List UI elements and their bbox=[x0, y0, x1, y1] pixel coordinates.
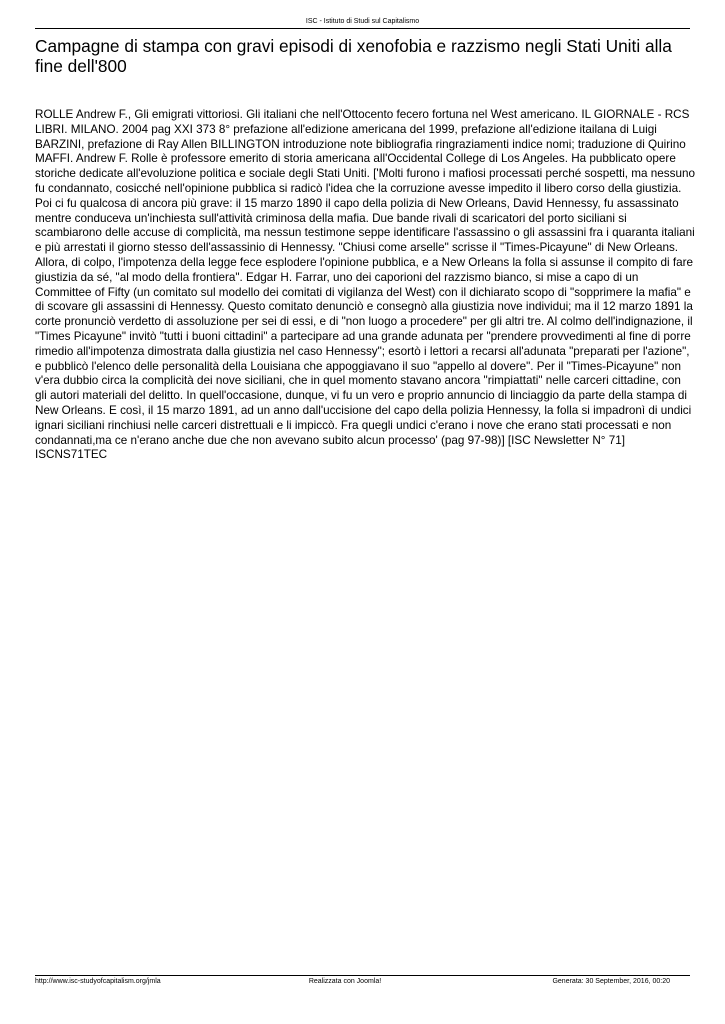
header-divider bbox=[35, 28, 690, 29]
site-name: ISC - Istituto di Studi sul Capitalismo bbox=[305, 18, 420, 25]
footer-divider bbox=[35, 975, 690, 976]
article-body: ROLLE Andrew F., Gli emigrati vittoriosi. Gli italiani che nell'Ottocento fecero fortuna nel West americano. IL GIORNALE - RCS LIBRI. MILANO. 2004 pag XXI 373 8° prefazione all'edizione americana del 1999, prefazione all'edizione itailana di Luigi BARZINI, prefazione di Ray Allen BILLINGTON introduzione note bibliografia ringraziamenti indice nomi; traduzione di Quirino MAFFI. Andrew F. Rolle è professore emerito di storia americana all'Occidental College di Los Angeles. Ha pubblicato opere storiche dedicate all'evoluzione politica e sociale degli Stati Uniti. ['Molti furono i mafiosi processati perché sospetti, ma nessuno fu condannato, cosicché nell'opinione pubblica si radicò l'idea che la corruzione avesse impedito il libero corso della giustizia. Poi ci fu qualcosa di ancora più grave: il 15 marzo 1890 il capo della polizia di New Orleans, David Hennessy, fu assassinato mentre conduceva un'inchiesta sull'attività criminosa della mafia. Due bande rivali di scaricatori del porto siciliani si scambiarono delle accuse di complicità, ma nessun testimone seppe identificare l'assassino o gli assassini fra i quaranta italiani e più arrestati il giorno stesso dell'assassinio di Hennessy. "Chiusi come arselle" scrisse il "Times-Picayune" di New Orleans. Allora, di colpo, l'impotenza della legge fece esplodere l'opinione pubblica, e a New Orleans la folla si assunse il compito di fare giustizia da sé, "al modo della frontiera". Edgar H. Farrar, uno dei caporioni del razzismo bianco, si mise a capo di un Committee of Fifty (un comitato sul modello dei comitati di vigilanza del West) con il dichiarato scopo di "sopprimere la mafia" e di scovare gli assassini di Hennessy. Questo comitato denunciò e consegnò alla giustizia nove individui; ma il 12 marzo 1891 la corte pronunciò verdetto di assoluzione per sei di essi, e di "non luogo a procedere" per gli altri tre. Al colmo dell'indignazione, il "Times Picayune" invitò "tutti i buoni cittadini" a partecipare ad una grande adunata per "prendere provvedimenti al fine di porre rimedio all'impotenza dimostrata dalla giustizia nel caso Hennessy"; esortò i lettori a recarsi all'adunata "preparati per l'azione", e pubblicò l'elenco delle personalità della Louisiana che appoggiavano il suo "appello al dovere". Per il "Times-Picayune" non v'era dubbio circa la complicità dei nove siciliani, che in quel momento stavano ancora "rimpiattati" nelle carceri cittadine, con gli autori materiali del delitto. In quell'occasione, dunque, vi fu un vero e proprio annuncio di linciaggio da parte della stampa di New Orleans. E così, il 15 marzo 1891, ad un anno dall'uccisione del capo della polizia Hennessy, la folla si impadronì di undici ignari siciliani rinchiusi nelle carceri distrettuali e li impiccò. Fra quegli undici c'erano i nove che erano stati processati e non condannati,ma ce n'erano anche due che non avevano subito alcun processo' (pag 97-98)] [ISC Newsletter N° 71] ISCNS71TEC bbox=[35, 108, 695, 462]
footer-generated-date: Generata: 30 September, 2016, 00:20 bbox=[552, 978, 670, 985]
footer-url: http://www.isc-studyofcapitalism.org/jmla bbox=[35, 978, 161, 985]
footer-powered-by: Realizzata con Joomla! bbox=[308, 978, 382, 985]
article-title: Campagne di stampa con gravi episodi di xenofobia e razzismo negli Stati Uniti alla fine dell'800 bbox=[35, 36, 672, 76]
